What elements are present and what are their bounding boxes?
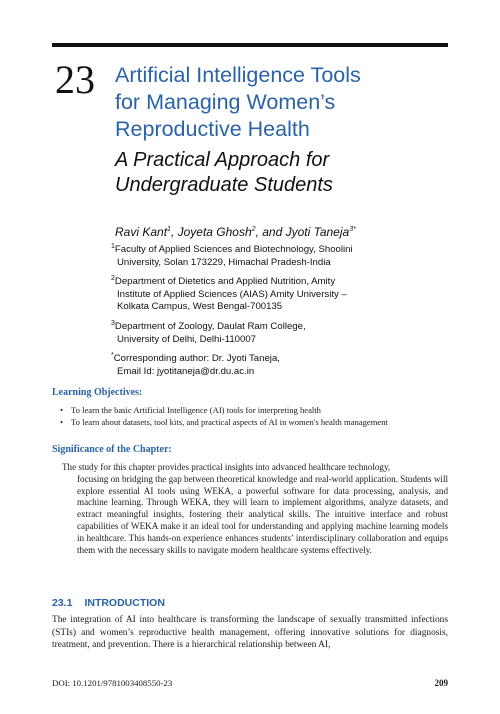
affiliation-line: Department of Dietetics and Applied Nutrition, Amity [114, 276, 336, 288]
top-rule [52, 43, 448, 47]
paragraph-first-line: The study for this chapter provides practical insights into advanced healthcare technology, [62, 462, 391, 472]
affiliation-mark: 1 [111, 243, 115, 250]
learning-objectives-list [60, 405, 460, 428]
author-name: Ravi Kant [115, 225, 168, 239]
learning-objectives-heading: Learning Objectives: [52, 387, 143, 398]
chapter-number: 23 [55, 57, 95, 102]
affiliation-mark: * [111, 352, 114, 360]
section-number: 23.1 [52, 597, 73, 609]
affiliation-line: Corresponding author: Dr. Jyoti Taneja, [113, 353, 280, 365]
list-item: • To learn the basic Artificial Intelligence (AI) tools for interpreting health [60, 405, 460, 417]
section-title: INTRODUCTION [84, 597, 165, 609]
chapter-title [115, 62, 455, 143]
affiliations [111, 241, 461, 382]
section-heading [52, 597, 165, 609]
chapter-subtitle-line: A Practical Approach for [115, 149, 330, 171]
affiliation [111, 273, 461, 314]
chapter-subtitle [115, 148, 455, 198]
author-list: Ravi Kant$^1$, Joyeta Ghosh$^2$, and Jyoti Taneja$^{3*}$ [115, 225, 356, 239]
chapter-title-line: Reproductive Health [115, 117, 310, 141]
affiliation-line: Email Id: jyotitaneja@dr.du.ac.in [117, 365, 255, 377]
page-number: 209 [434, 678, 448, 688]
chapter-title-line: Artificial Intelligence Tools [115, 63, 361, 87]
author-name: Joyeta Ghosh [177, 225, 252, 239]
intro-paragraph: The integration of AI into healthcare is transforming the landscape of sexually transmitted infections (STIs) and women’s reproductive health management, offering innovative solutions for diagnosis, treatment, and prevention. There is a hierarchical relationship between AI, [52, 615, 448, 650]
list-item: • To learn about datasets, tool kits, and practical aspects of AI in women's health management [60, 417, 460, 429]
author-mark: 3* [349, 226, 356, 233]
affiliation [111, 241, 461, 269]
affiliation-line: University, Solan 173229, Himachal Pradesh-India [117, 256, 331, 268]
author-mark: 1 [167, 226, 171, 233]
affiliation-line: Faculty of Applied Sciences and Biotechnology, Shoolini [114, 244, 353, 256]
chapter-title-line: for Managing Women’s [115, 90, 336, 114]
author-mark: 2 [251, 226, 256, 233]
chapter-subtitle-line: Undergraduate Students [115, 174, 333, 196]
affiliation-line: Kolkata Campus, West Bengal-700135 [117, 301, 283, 313]
doi: DOI: 10.1201/9781003408550-23 [52, 678, 173, 688]
affiliation-line: University of Delhi, Delhi-110007 [117, 333, 256, 345]
affiliation-line: Institute of Applied Sciences (AIAS) Amity University – [117, 288, 347, 300]
affiliation [111, 350, 461, 378]
affiliation [111, 318, 461, 346]
affiliation-line: Department of Zoology, Daulat Ram College, [114, 321, 306, 333]
author-name: and Jyoti Taneja [262, 225, 350, 239]
affiliation-mark: 2 [111, 275, 115, 283]
significance-heading: Significance of the Chapter: [52, 444, 172, 455]
significance-paragraph [62, 462, 448, 556]
affiliation-mark: 3 [111, 319, 115, 327]
paragraph-body: focusing on bridging the gap between theoretical knowledge and real-world application. Students will explore essential AI tools using WEKA, a powerful software for data processing, analysis, and machine learning. Through WEKA, they will learn to implement algorithms, analyze datasets, and extract meaningful insights, fostering their analytical skills. The intuitive interface and robust capabilities of WEKA make it an ideal tool for understanding and applying machine learning models in healthcare. This hands-on experience enhances students’ interdisciplinary collaboration and equips them with the necessary skills to navigate modern healthcare systems effectively. [77, 473, 448, 555]
